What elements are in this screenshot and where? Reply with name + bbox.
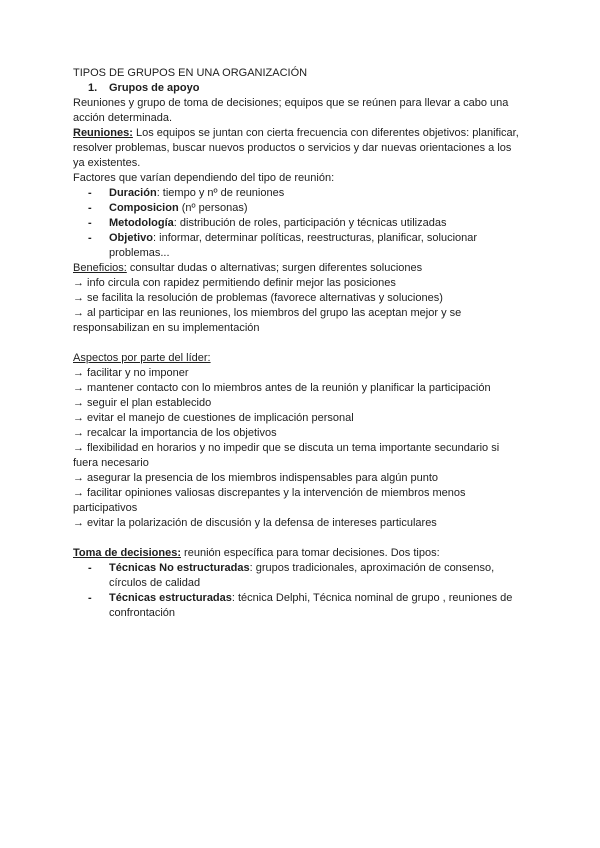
text-run: Reuniones: xyxy=(73,127,133,139)
text-run: → facilitar y no imponer xyxy=(73,367,189,379)
text-run: → evitar la polarización de discusión y la defensa de intereses particulares xyxy=(73,517,437,529)
list-item xyxy=(73,231,523,261)
paragraph xyxy=(73,291,523,306)
text-run: consultar dudas o alternativas; surgen diferentes soluciones xyxy=(126,262,423,274)
text-run: → info circula con rapidez permitiendo definir mejor las posiciones xyxy=(73,277,396,289)
text-run: (nº personas) xyxy=(178,202,248,214)
list-item xyxy=(73,561,523,591)
list-item xyxy=(73,591,523,621)
text-run: Grupos de apoyo xyxy=(109,82,200,94)
text-run: Los equipos se juntan con cierta frecuencia con diferentes objetivos: planificar, resolver problemas, buscar nuevos productos o servicios y dar nuevas orientaciones a los ya existentes. xyxy=(73,127,519,169)
list-marker: 1. xyxy=(88,82,98,94)
document-title: TIPOS DE GRUPOS EN UNA ORGANIZACIÓN xyxy=(73,67,308,79)
text-run: : informar, determinar políticas, reestructuras, planificar, solucionar problemas... xyxy=(109,232,478,259)
paragraph xyxy=(73,96,523,126)
text-run: Duración xyxy=(109,187,157,199)
text-run: → al participar en las reuniones, los miembros del grupo las aceptan mejor y se responsabilizan en su implementación xyxy=(73,307,462,334)
text-run: : distribución de roles, participación y técnicas utilizadas xyxy=(173,217,447,229)
paragraph xyxy=(73,546,523,561)
paragraph xyxy=(73,411,523,426)
paragraph xyxy=(73,426,523,441)
text-run: : técnica Delphi, Técnica nominal de grupo , reuniones de confrontación xyxy=(109,592,513,619)
paragraph xyxy=(73,171,523,186)
list-marker: - xyxy=(88,187,92,199)
document-content xyxy=(73,66,523,621)
text-run: → flexibilidad en horarios y no impedir que se discuta un tema importante secundario si fuera necesario xyxy=(73,442,500,469)
text-run: → seguir el plan establecido xyxy=(73,397,212,409)
list-marker: - xyxy=(88,592,92,604)
text-run: reunión específica para tomar decisiones. Dos tipos: xyxy=(181,547,440,559)
text-run: : grupos tradicionales, aproximación de consenso, círculos de calidad xyxy=(109,562,495,589)
list-marker: - xyxy=(88,217,92,229)
text-run: Aspectos por parte del líder: xyxy=(73,352,211,364)
paragraph xyxy=(73,126,523,171)
list-item xyxy=(73,81,523,96)
list-marker: - xyxy=(88,202,92,214)
text-run: → facilitar opiniones valiosas discrepantes y la intervención de miembros menos participativos xyxy=(73,487,466,514)
paragraph xyxy=(73,261,523,276)
paragraph xyxy=(73,381,523,396)
paragraph xyxy=(73,276,523,291)
blank-line xyxy=(73,336,523,351)
paragraph xyxy=(73,471,523,486)
text-run: → asegurar la presencia de los miembros indispensables para algún punto xyxy=(73,472,439,484)
paragraph xyxy=(73,396,523,411)
text-run: → mantener contacto con lo miembros antes de la reunión y planificar la participación xyxy=(73,382,491,394)
paragraph xyxy=(73,306,523,336)
paragraph xyxy=(73,366,523,381)
list-item xyxy=(73,186,523,201)
blank-line xyxy=(73,531,523,546)
list-marker: - xyxy=(88,562,92,574)
text-run: Toma de decisiones: xyxy=(73,547,181,559)
text-run: → evitar el manejo de cuestiones de implicación personal xyxy=(73,412,354,424)
text-run: : tiempo y nº de reuniones xyxy=(156,187,285,199)
text-run: → se facilita la resolución de problemas (favorece alternativas y soluciones) xyxy=(73,292,443,304)
paragraph xyxy=(73,351,523,366)
text-run: Reuniones y grupo de toma de decisiones; equipos que se reúnen para llevar a cabo una acción determinada. xyxy=(73,97,509,124)
list-item xyxy=(73,201,523,216)
text-run: Objetivo xyxy=(109,232,154,244)
text-run: Técnicas estructuradas xyxy=(109,592,232,604)
list-marker: - xyxy=(88,232,92,244)
paragraph xyxy=(73,516,523,531)
list-item xyxy=(73,216,523,231)
text-run: Metodología xyxy=(109,217,174,229)
text-run: → recalcar la importancia de los objetivos xyxy=(73,427,277,439)
text-run: Factores que varían dependiendo del tipo de reunión: xyxy=(73,172,335,184)
text-run: Beneficios: xyxy=(73,262,127,274)
text-run: Técnicas No estructuradas xyxy=(109,562,250,574)
paragraph xyxy=(73,441,523,471)
paragraph xyxy=(73,486,523,516)
text-run: Composicion xyxy=(109,202,179,214)
document-body xyxy=(73,81,523,621)
